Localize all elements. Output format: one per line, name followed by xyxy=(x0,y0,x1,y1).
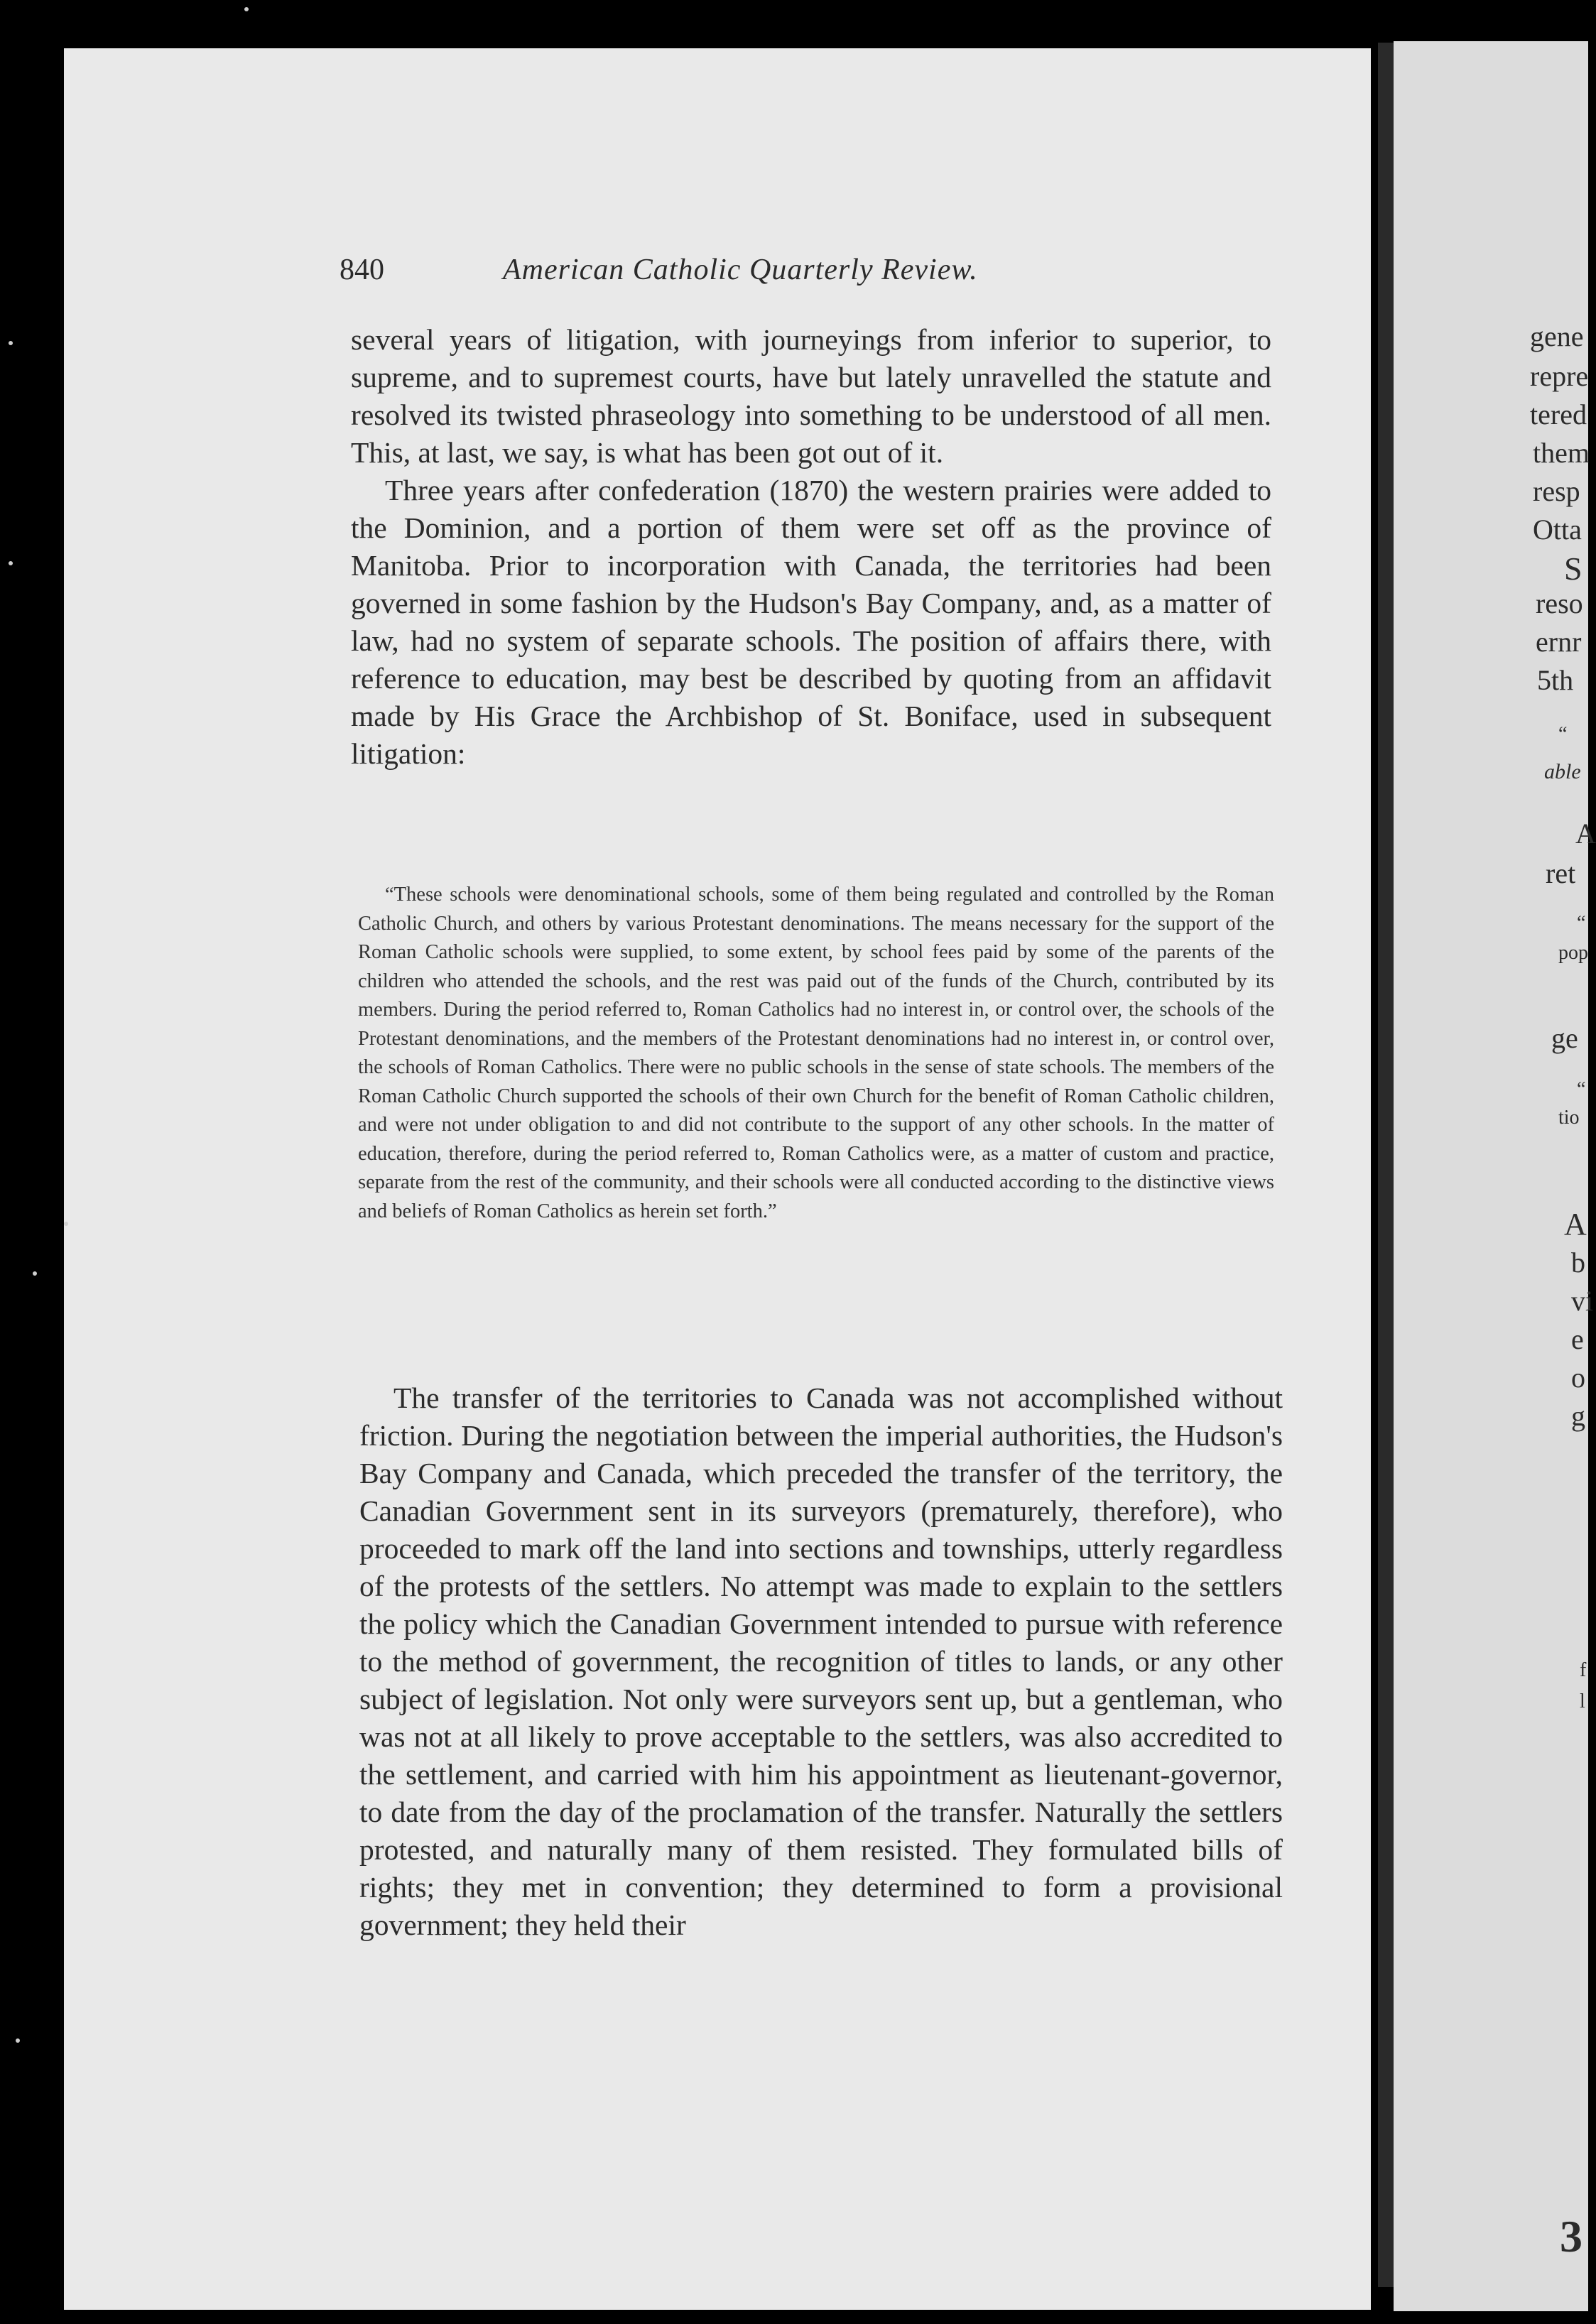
facing-page-fragment: Otta xyxy=(1533,514,1582,545)
facing-page-fragment: A xyxy=(1564,1207,1587,1242)
facing-page-fragment: “ xyxy=(1577,912,1586,934)
facing-page-fragment: 3 xyxy=(1560,2211,1583,2261)
block-quotation xyxy=(358,881,1274,1226)
scan-speck xyxy=(33,1271,37,1276)
facing-page-fragment: l xyxy=(1580,1690,1585,1712)
facing-page-fragment: g xyxy=(1571,1400,1585,1432)
closing-text-block xyxy=(359,1379,1283,1944)
facing-page-fragment: f xyxy=(1580,1659,1587,1681)
facing-page-fragment: resp xyxy=(1533,475,1580,507)
facing-page-fragment: o xyxy=(1571,1362,1585,1394)
facing-page-fragment: reso xyxy=(1536,587,1583,619)
journal-title: American Catholic Quarterly Review. xyxy=(503,254,978,286)
facing-page-fragment: vi xyxy=(1571,1285,1594,1317)
scan-speck xyxy=(64,1222,68,1226)
scan-speck xyxy=(9,341,13,345)
facing-page-fragment: “ xyxy=(1558,723,1568,745)
book-gutter xyxy=(1378,43,1395,2287)
facing-page-fragment: ret xyxy=(1546,857,1576,889)
paragraph-confederation: Three years after confederation (1870) the western prairies were added to the Dominion, and a portion of them were set off as the province of Manitoba. Prior to incorporation with Canada, the territories had been governed in some fashion by the Hudson's Bay Company, and, as a matter of law, had no system of separate schools. The position of affairs there, with reference to education, may best be described by quoting from an affidavit made by His Grace the Archbishop of St. Boniface, used in subsequent litigation: xyxy=(351,474,1271,770)
scan-speck xyxy=(16,2038,20,2043)
affidavit-quote: “These schools were denominational schools, some of them being regulated and controlled by the Roman Catholic Church, and others by various Protestant denominations. The means necessary for the support of the Roman Catholic schools were supplied, to some extent, by school fees paid by some of the parents of the children who attended the schools, and the rest was paid out of the funds of the Church, contributed by its members. During the period referred to, Roman Catholics had no interest in, or control over, the schools of the Protestant denominations, and the members of the Protestant denominations had no interest in, or control over, the schools of Roman Catholics. There were no public schools in the sense of state schools. The members of the Roman Catholic Church supported the schools of their own Church for the benefit of Roman Catholic children, and were not under obligation to and did not contribute to the support of any other schools. In the matter of education, therefore, during the period referred to, Roman Catholics were, as a matter of custom and practice, separate from the rest of the community, and their schools were all conducted according to the distinctive views and beliefs of Roman Catholics as herein set forth.” xyxy=(358,884,1274,1222)
scan-speck xyxy=(244,7,249,11)
page-number: 840 xyxy=(340,254,384,286)
facing-page-fragment: e xyxy=(1571,1323,1584,1355)
facing-page-fragment: b xyxy=(1571,1247,1585,1278)
facing-page-fragment: A xyxy=(1575,818,1596,849)
facing-page-fragment: able xyxy=(1544,760,1581,783)
facing-page-fragment: gene xyxy=(1530,320,1584,352)
facing-page-fragment: S xyxy=(1564,550,1583,587)
running-head xyxy=(340,253,1085,295)
paragraph-transfer: The transfer of the territories to Canada was not accomplished without friction. During the negotiation between the imperial authorities, the Hudson's Bay Company and Canada, which preceded the transfer of the territory, the Canadian Government sent in its surveyors (prematurely, therefore), who proceeded to mark off the land into sections and townships, utterly regardless of the protests of the settlers. No attempt was made to explain to the settlers the policy which the Canadian Government intended to pursue with reference to the method of government, the recognition of titles to lands, or any other subject of legislation. Not only were surveyors sent up, but a gentleman, who was not at all likely to prove acceptable to the settlers, was also accredited to the settlement, and carried with him his appointment as lieutenant-governor, to date from the day of the proclamation of the transfer. Naturally the settlers protested, and naturally many of them resisted. They formulated bills of rights; they met in convention; they determined to form a provisional government; they held their xyxy=(359,1381,1283,1941)
facing-page-fragment: tered xyxy=(1530,398,1587,430)
facing-page-fragment: tio xyxy=(1558,1107,1580,1129)
facing-page-fragment: repre xyxy=(1530,360,1589,392)
facing-page-fragment: ge xyxy=(1551,1022,1578,1054)
facing-page-fragment: ernr xyxy=(1536,626,1582,658)
facing-page xyxy=(1394,41,1596,2311)
facing-page-fragment: 5th xyxy=(1537,664,1574,696)
facing-page-fragment: them xyxy=(1533,437,1590,469)
paragraph-continued: several years of litigation, with journeyings from inferior to superior, to supreme, and to supremest courts, have but lately unravelled the statute and resolved its twisted phraseology into something to be understood of all men. This, at last, we say, is what has been got out of it. xyxy=(351,323,1271,469)
facing-page-fragment: pop xyxy=(1558,942,1588,964)
opening-text-block xyxy=(351,321,1271,773)
facing-page-fragment: “ xyxy=(1577,1078,1586,1100)
scan-speck xyxy=(9,561,13,565)
